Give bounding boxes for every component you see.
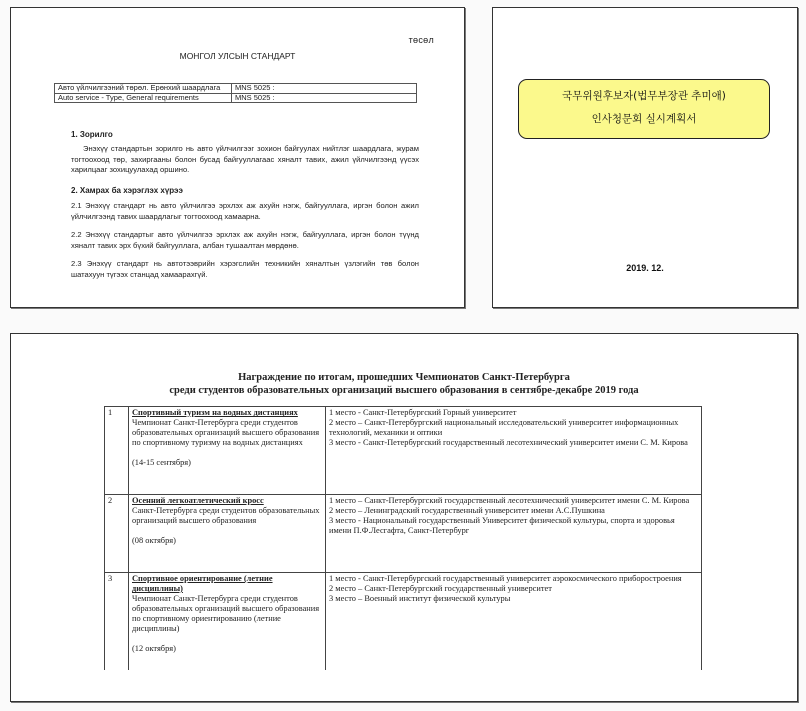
section-paragraph: 2.1 Энэхүү стандарт нь авто үйлчилгээ эрхлэх аж ахуйн нэгж, байгууллага, иргэн болон ажил үйлчилгээнд тавих шаардлагыг тогтоохоод хамаарна.	[71, 201, 419, 221]
event-description: Санкт-Петербурга среди студентов образовательных организаций высшего образования	[132, 506, 320, 525]
event-cell	[129, 407, 326, 495]
standard-name-mn: Авто үйлчилгээний төрөл. Ерөнхий шаардлага	[55, 84, 232, 94]
awards-table	[104, 406, 702, 670]
event-description: Чемпионат Санкт-Петербурга среди студентов образовательных организаций высшего образования по спортивному туризму на водных дистанциях	[132, 418, 320, 447]
row-number: 3	[105, 573, 129, 671]
section-paragraph: 2.2 Энэхүү стандартыг авто үйлчилгээ эрхлэх аж ахуйн нэгж, байгууллага, иргэн болон түүнд хяналт тавих эрх бүхий байгууллага, албан тушаалтан мөрдөнө.	[71, 230, 419, 250]
places-cell	[326, 573, 702, 671]
event-date: (08 октября)	[132, 536, 176, 545]
section-paragraph: Энэхүү стандартын зорилго нь авто үйлчилгээг зохион байгуулах нийтлэг шаардлага, журам тогтоохоод төр, захиргааны болон бусад байгууллагаас хяналт тавих, ажил үйлчилгээнд үүсэх харилцааг зохицуулахад оршино.	[71, 144, 419, 174]
cover-title-line2: 인사청문회 실시계획서	[591, 113, 697, 125]
place-third: 3 место – Военный институт физической культуры	[329, 594, 511, 603]
awards-title	[11, 372, 797, 397]
event-description: Чемпионат Санкт-Петербурга среди студентов образовательных организаций высшего образования по спортивному ориентированию (летние дисциплины)	[132, 594, 320, 633]
title-box	[518, 79, 770, 139]
document-page-korean-cover	[492, 7, 798, 308]
awards-title-line1: Награждение по итогам, прошедших Чемпионатов Санкт-Петербурга	[238, 372, 570, 383]
table-row	[105, 407, 702, 495]
row-number: 2	[105, 495, 129, 573]
event-date: (14-15 сентября)	[132, 458, 191, 467]
place-second: 2 место – Санкт-Петербургский национальный исследовательский университет информационных технологий, механики и оптики	[329, 418, 679, 437]
cover-title-line1: 국무위원후보자(법무부장관 추미애)	[562, 90, 726, 102]
event-cell	[129, 495, 326, 573]
place-first: 1 место – Санкт-Петербургский государственный лесотехнический университет имени С. М. Кирова	[329, 496, 690, 505]
place-second: 2 место – Санкт-Петербургский государственный университет	[329, 584, 552, 593]
event-cell	[129, 573, 326, 671]
place-third: 3 место - Санкт-Петербургский государственный лесотехнический университет имени С. М. Кирова	[329, 438, 688, 447]
place-first: 1 место - Санкт-Петербургский государственный университет аэрокосмического приборостроения	[329, 574, 682, 583]
draft-label: төсөл	[408, 35, 434, 45]
places-cell	[326, 407, 702, 495]
section-paragraph: 2.3 Энэхүү стандарт нь автотээврийн хэрэгслийн техникийн хяналтын үзлэгийн төв болон шатахуун түгээх станцад хамаарахгүй.	[71, 259, 419, 279]
row-number: 1	[105, 407, 129, 495]
table-row	[55, 84, 417, 94]
section-heading: 2. Хамрах ба хэрэглэх хүрээ	[71, 186, 183, 195]
document-title: МОНГОЛ УЛСЫН СТАНДАРТ	[179, 51, 296, 61]
event-title: Спортивное ориентирование (летние дисциплины)	[132, 574, 273, 593]
place-second: 2 место – Ленинградский государственный университет имени А.С.Пушкина	[329, 506, 605, 515]
event-date: (12 октября)	[132, 644, 176, 653]
standard-name-en: Auto service - Type, General requirements	[55, 93, 232, 103]
document-page-russian-awards	[10, 333, 798, 702]
standard-code: MNS 5025 :	[232, 93, 417, 103]
section-heading: 1. Зорилго	[71, 130, 113, 139]
places-cell	[326, 495, 702, 573]
standard-header-table	[54, 83, 417, 103]
document-page-mongolian-standard	[10, 7, 465, 308]
standard-code: MNS 5025 :	[232, 84, 417, 94]
table-row	[105, 573, 702, 671]
event-title: Спортивный туризм на водных дистанциях	[132, 408, 298, 417]
event-title: Осенний легкоатлетический кросс	[132, 496, 264, 505]
cover-date: 2019. 12.	[626, 263, 664, 273]
place-third: 3 место - Национальный государственный Университет физической культуры, спорта и здоровья имени П.Ф.Лесгафта, Санкт-Петербург	[329, 516, 675, 535]
table-row	[55, 93, 417, 103]
place-first: 1 место - Санкт-Петербургский Горный университет	[329, 408, 517, 417]
awards-title-line2: среди студентов образовательных организаций высшего образования в сентябре-декабре 2019 года	[169, 384, 639, 396]
table-row	[105, 495, 702, 573]
